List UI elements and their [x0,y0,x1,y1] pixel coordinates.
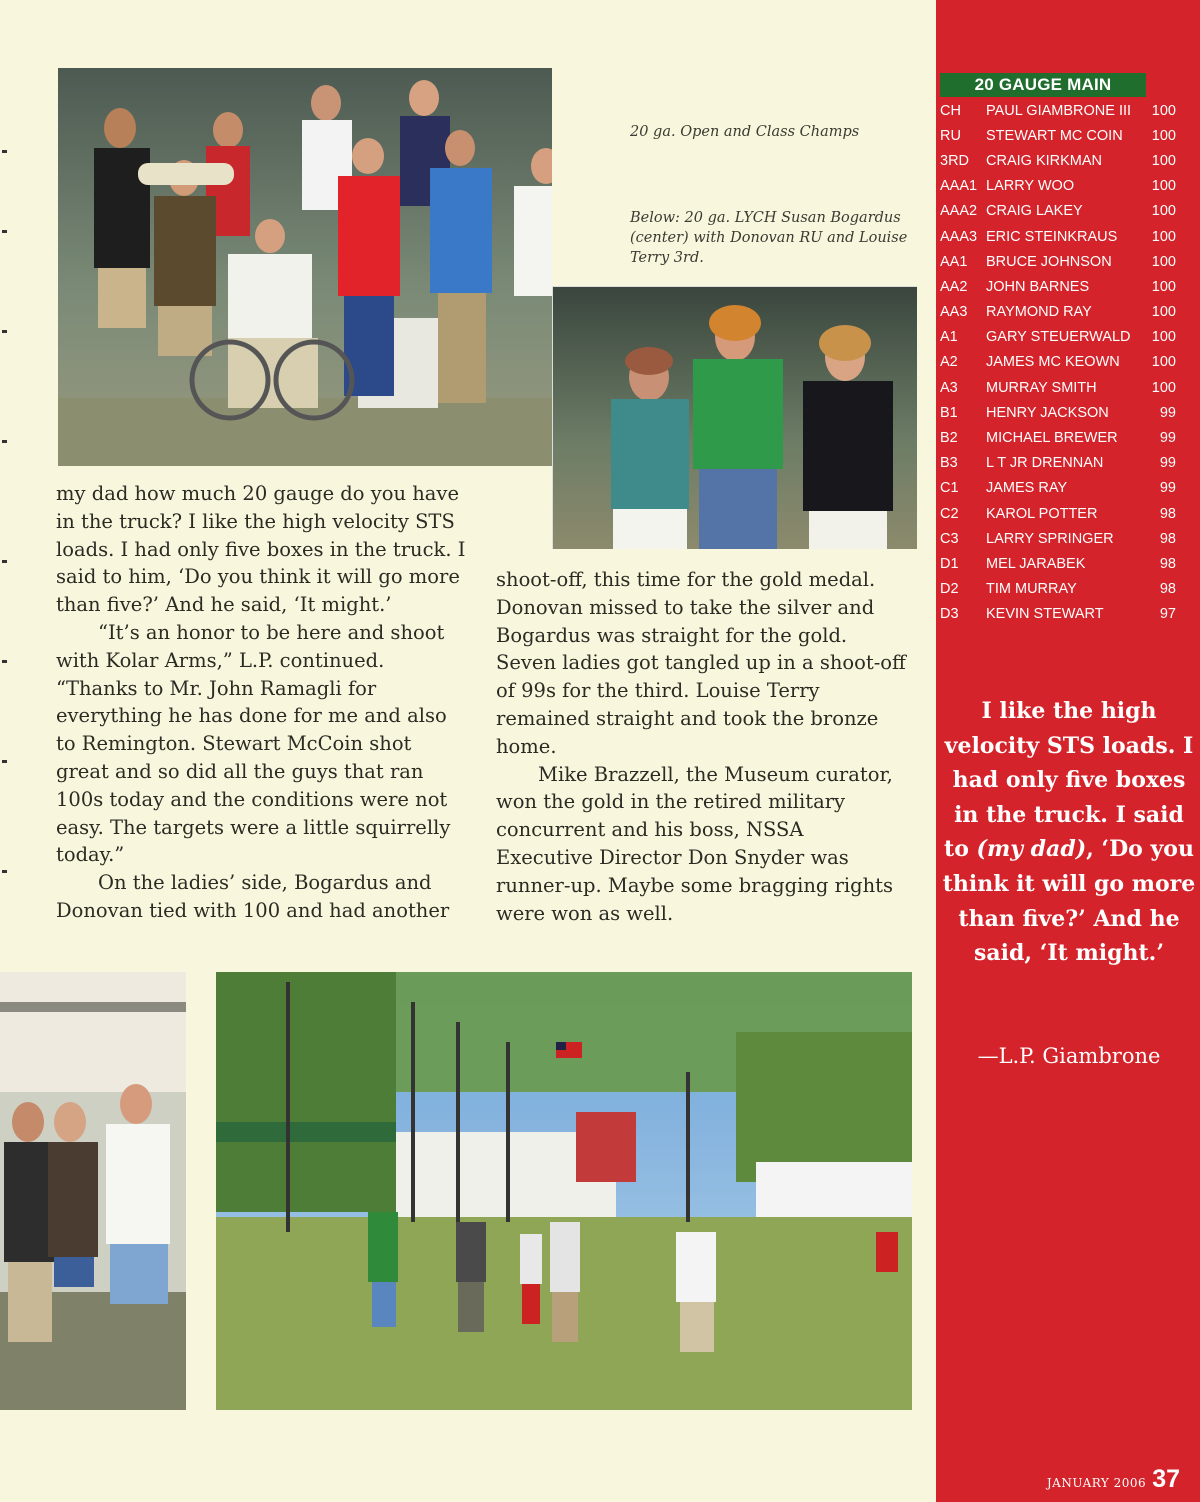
name-cell: KEVIN STEWART [986,606,1104,623]
score-cell: 98 [1159,530,1176,547]
pull-quote-emphasis: (my dad) [976,836,1087,863]
table-row [940,501,1176,526]
name-cell: LARRY SPRINGER [986,530,1114,547]
class-cell: B3 [940,455,958,472]
name-cell: HENRY JACKSON [986,404,1109,421]
caption-open-class-champs: 20 ga. Open and Class Champs [630,124,860,140]
article-paragraph: On the ladies’ side, Bogardus and Donovan tied with 100 and had another [56,871,450,922]
quote-attribution: —L.P. Giambrone [977,1044,1161,1068]
score-cell: 100 [1151,127,1176,144]
name-cell: RAYMOND RAY [986,304,1092,321]
class-cell: A1 [940,329,958,346]
score-cell: 99 [1159,455,1176,472]
table-row [940,325,1176,350]
class-cell: A3 [940,379,958,396]
table-row [940,98,1176,123]
name-cell: CRAIG LAKEY [986,203,1083,220]
score-cell: 98 [1159,581,1176,598]
score-cell: 100 [1151,329,1176,346]
score-cell: 100 [1151,304,1176,321]
class-cell: C1 [940,480,959,497]
table-row [940,199,1176,224]
table-row [940,451,1176,476]
binding-mark [2,150,7,153]
page-footer [1020,1465,1180,1494]
score-cell: 98 [1159,555,1176,572]
table-row [940,425,1176,450]
score-cell: 99 [1159,480,1176,497]
name-cell: MURRAY SMITH [986,379,1097,396]
class-cell: AA1 [940,253,968,270]
ladies-podium-photo [552,286,917,549]
article-column-left [56,480,466,925]
binding-mark [2,760,7,763]
score-cell: 100 [1151,379,1176,396]
table-row [940,526,1176,551]
class-cell: RU [940,127,961,144]
class-cell: AA3 [940,304,968,321]
name-cell: STEWART MC COIN [986,127,1123,144]
class-cell: B1 [940,404,958,421]
champions-group-photo [58,68,552,466]
name-cell: L T JR DRENNAN [986,455,1104,472]
binding-mark [2,660,7,663]
article-paragraph: shoot-off, this time for the gold medal. Donovan missed to take the silver and Bogardus was straight for the gold. Seven ladies got tangled up in a shoot-off of 99s for the third. Louise Terry remained straight and took the bronze home. [496,568,906,758]
name-cell: ERIC STEINKRAUS [986,228,1118,245]
issue-date: JANUARY 2006 [1046,1476,1147,1490]
name-cell: JOHN BARNES [986,278,1090,295]
score-cell: 100 [1151,228,1176,245]
name-cell: PAUL GIAMBRONE III [986,102,1132,119]
class-cell: C2 [940,505,959,522]
class-cell: B2 [940,430,958,447]
table-row [940,274,1176,299]
table-row [940,400,1176,425]
name-cell: CRAIG KIRKMAN [986,152,1103,169]
caption-lych-ladies: Below: 20 ga. LYCH Susan Bogardus (center) with Donovan RU and Louise Terry 3rd. [630,210,908,266]
spectators-photo [0,972,186,1410]
name-cell: MICHAEL BREWER [986,430,1118,447]
table-row [940,123,1176,148]
table-row [940,148,1176,173]
article-column-right [496,566,906,927]
page-number: 37 [1152,1465,1180,1493]
class-cell: AAA1 [940,178,978,195]
score-cell: 100 [1151,203,1176,220]
table-row [940,375,1176,400]
table-row [940,602,1176,627]
table-row [940,476,1176,501]
table-row [940,249,1176,274]
name-cell: BRUCE JOHNSON [986,253,1112,270]
results-table [940,98,1176,627]
name-cell: TIM MURRAY [986,581,1077,598]
class-cell: AAA2 [940,203,978,220]
table-row [940,224,1176,249]
name-cell: MEL JARABEK [986,555,1086,572]
article-paragraph: “It’s an honor to be here and shoot with Kolar Arms,” L.P. continued. “Thanks to Mr. John Ramagli for everything he has done for me and also to Remington. Stewart McCoin shot great and so did all the guys that ran 100s today and the conditions were not easy. The targets were a little squirrelly today.” [56,620,451,867]
binding-mark [2,870,7,873]
pull-quote-text: I like the high velocity STS loads. I had only five boxes in the truck. I said to [944,698,1194,863]
class-cell: CH [940,102,961,119]
class-cell: D1 [940,555,959,572]
pull-quote [940,694,1198,971]
table-row [940,350,1176,375]
class-cell: D2 [940,581,959,598]
table-row [940,577,1176,602]
name-cell: LARRY WOO [986,178,1075,195]
binding-mark [2,560,7,563]
pull-quote-text: , ‘Do you think it will go more than five?’ And he said, ‘It might.’ [942,836,1196,967]
article-paragraph: Mike Brazzell, the Museum curator, won the gold in the retired military concurrent and his boss, NSSA Executive Director Don Snyder was runner-up. Maybe some bragging rights were won as well. [496,762,894,925]
name-cell: KAROL POTTER [986,505,1098,522]
class-cell: AAA3 [940,228,978,245]
class-cell: C3 [940,530,959,547]
binding-mark [2,230,7,233]
score-cell: 100 [1151,278,1176,295]
class-cell: 3RD [940,152,970,169]
table-row [940,300,1176,325]
binding-mark [2,440,7,443]
article-paragraph: my dad how much 20 gauge do you have in the truck? I like the high velocity STS loads. I had only five boxes in the truck. I said to him, ‘Do you think it will go more than five?’ And he said, ‘It might.’ [56,482,466,617]
binding-mark [2,330,7,333]
shooting-field-photo [216,972,912,1410]
results-title: 20 GAUGE MAIN [940,73,1146,97]
score-cell: 97 [1159,606,1176,623]
score-cell: 100 [1151,152,1176,169]
score-cell: 98 [1159,505,1176,522]
score-cell: 99 [1159,430,1176,447]
name-cell: GARY STEUERWALD [986,329,1131,346]
score-cell: 100 [1151,178,1176,195]
class-cell: D3 [940,606,959,623]
score-cell: 100 [1151,354,1176,371]
class-cell: A2 [940,354,958,371]
table-row [940,174,1176,199]
score-cell: 100 [1151,253,1176,270]
score-cell: 100 [1151,102,1176,119]
name-cell: JAMES RAY [986,480,1068,497]
table-row [940,551,1176,576]
name-cell: JAMES MC KEOWN [986,354,1120,371]
score-cell: 99 [1159,404,1176,421]
class-cell: AA2 [940,278,968,295]
